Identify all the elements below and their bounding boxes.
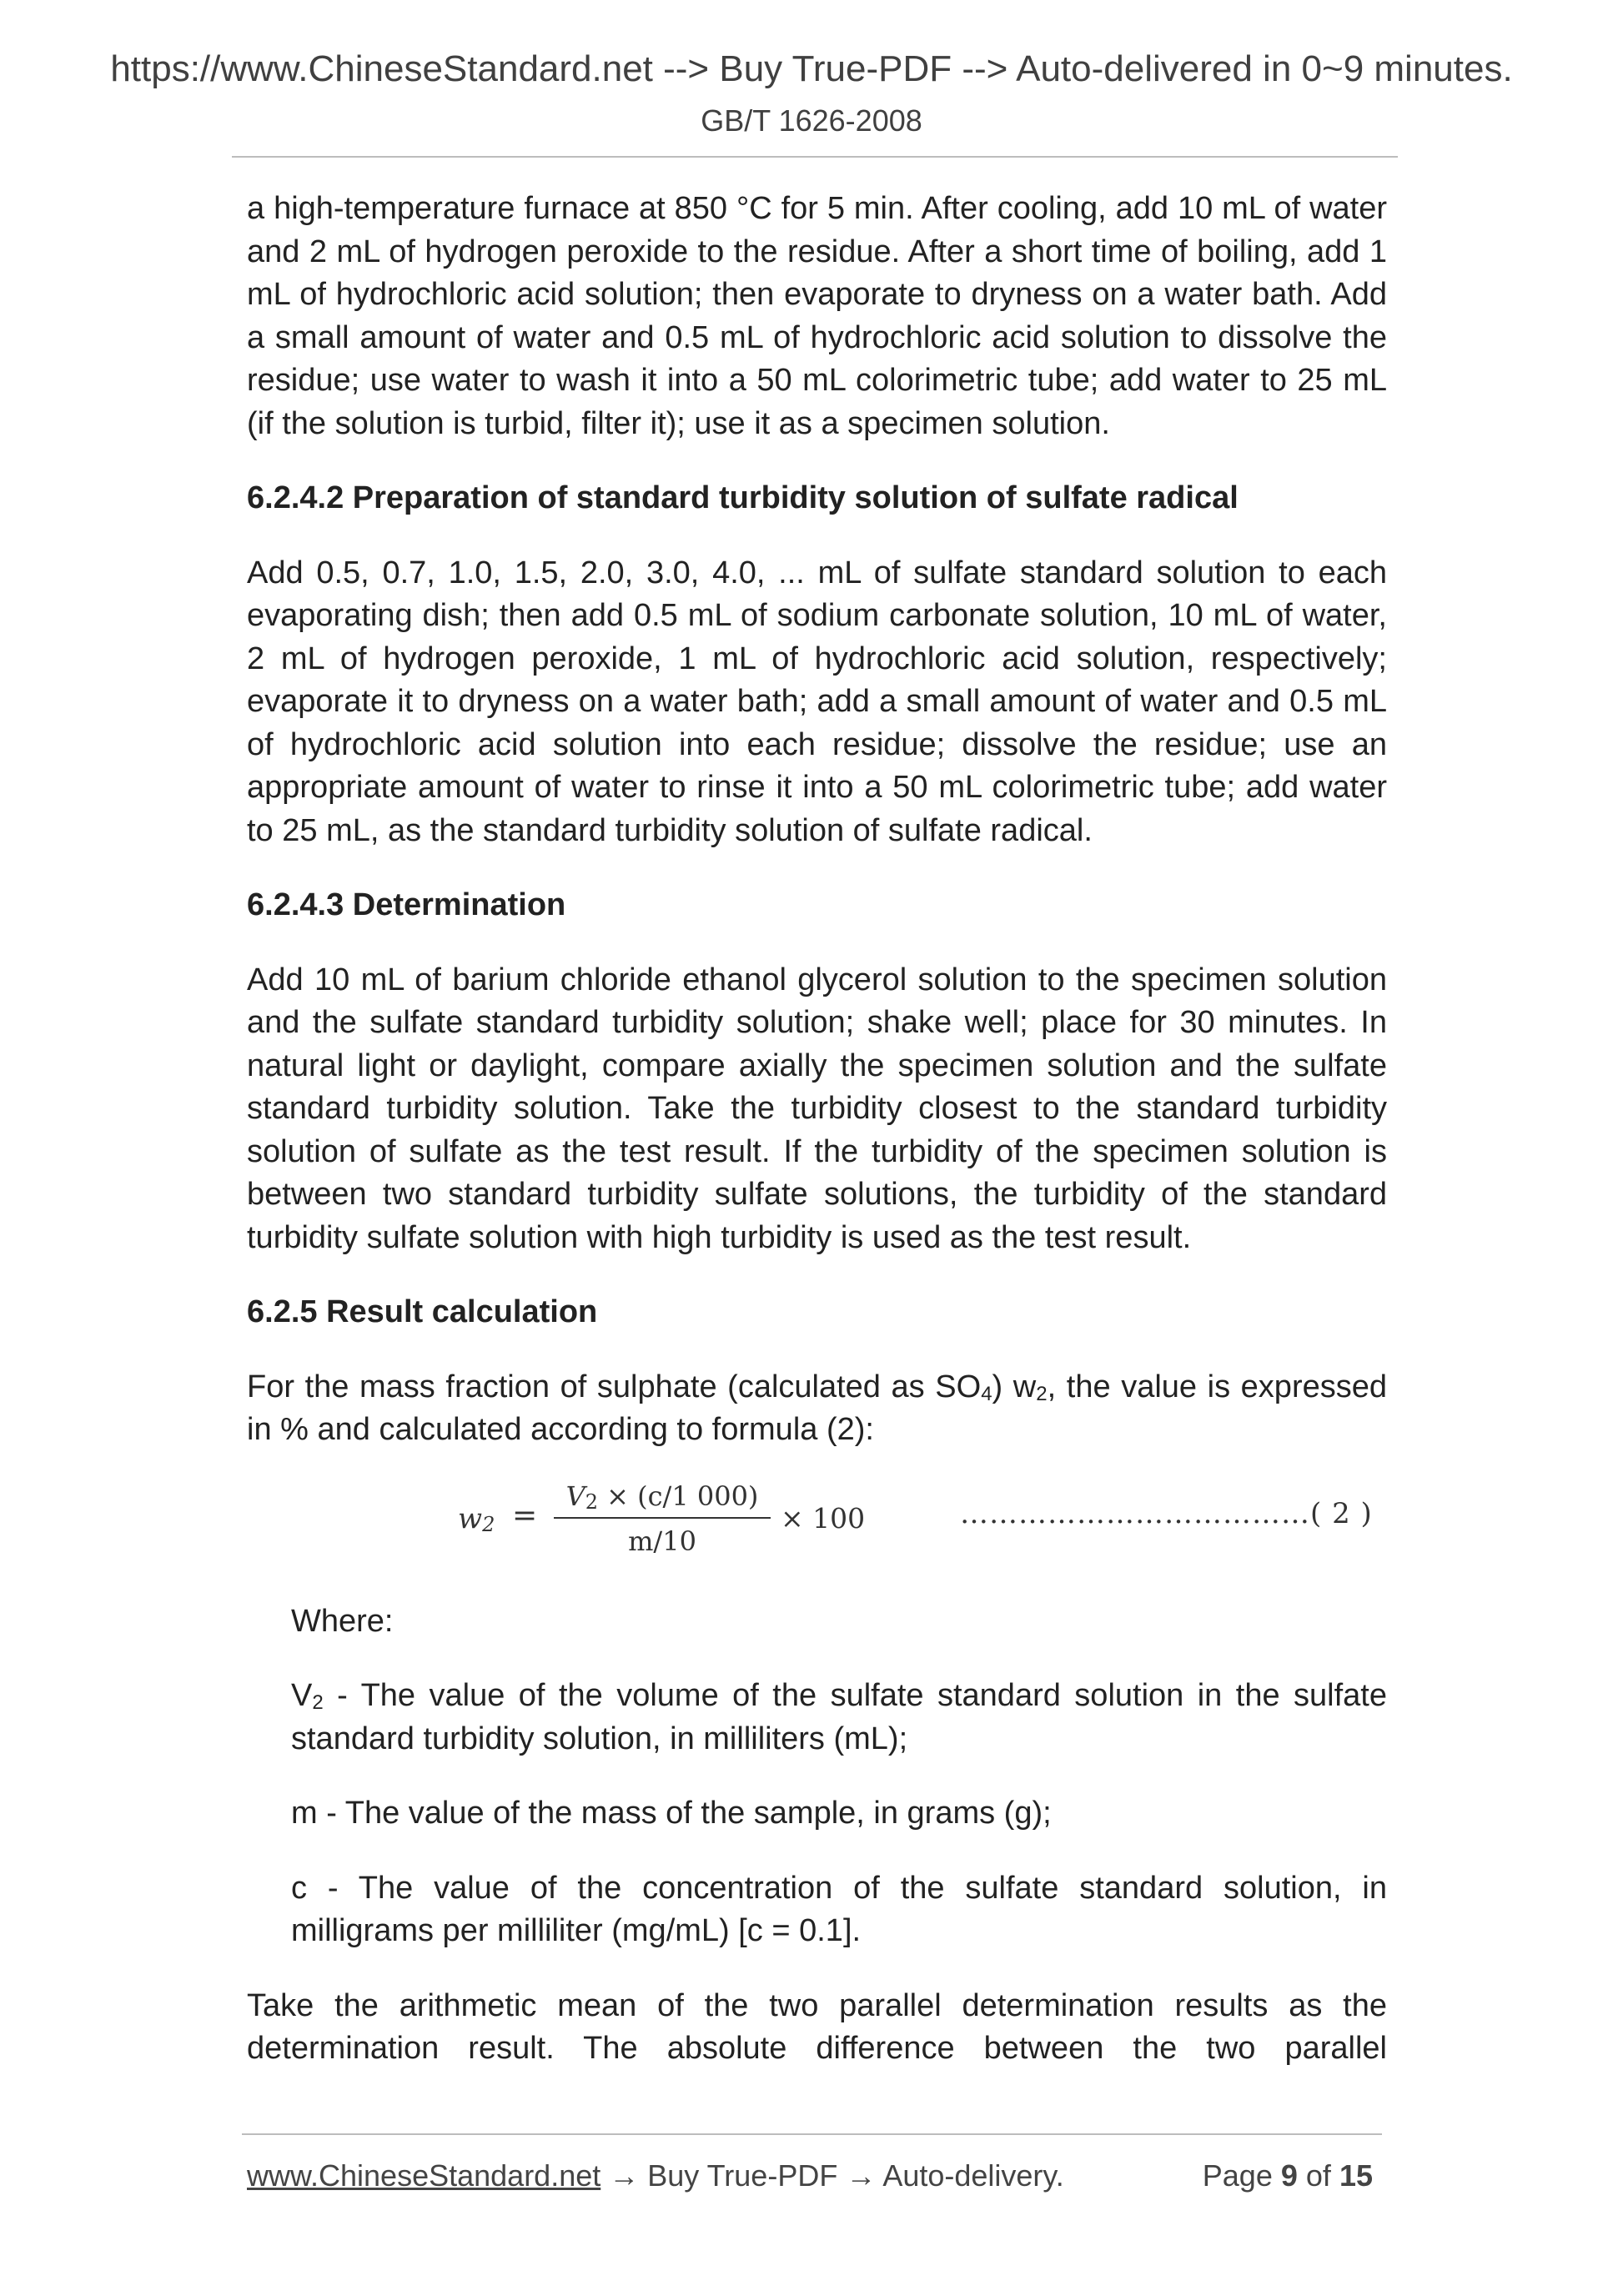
formula-equation-number: ………………………………( 2 ) [960, 1496, 1373, 1530]
footer-page-number [1203, 2158, 1373, 2193]
definition-v2-subscript: 2 [312, 1691, 324, 1714]
section-heading-6-2-4-3: 6.2.4.3 Determination [247, 887, 566, 922]
header-url-line: https://www.ChineseStandard.net --> Buy True-PDF --> Auto-delivered in 0~9 minutes. [110, 48, 1513, 89]
formula-numerator-subscript: 2 [585, 1490, 598, 1514]
section-heading-6-2-4-2: 6.2.4.2 Preparation of standard turbidity solution of sulfate radical [247, 480, 1239, 515]
page-content [247, 188, 1387, 2103]
definition-v2-text: - The value of the volume of the sulfate standard solution in the sulfate standard turbidity solution, in milliliters (mL); [291, 1678, 1387, 1756]
formula-numerator-rest: × (c/1 000) [597, 1480, 759, 1512]
intro-after-w2: , the value is expressed in % and calculated according to formula (2): [247, 1369, 1387, 1447]
result-calculation-intro [247, 1366, 1387, 1452]
formula-lhs-symbol: w [458, 1501, 483, 1535]
formula-multiplier: × 100 [781, 1501, 866, 1535]
page-total: 15 [1339, 2158, 1373, 2193]
formula-equals: = [512, 1498, 538, 1533]
closing-paragraph: Take the arithmetic mean of the two parallel determination results as the determination result. The absolute difference between the two parallel [247, 1987, 1387, 2066]
footer-divider [242, 2133, 1382, 2135]
header-divider [232, 156, 1398, 158]
footer-link-suffix: → Buy True-PDF → Auto-delivery. [600, 2158, 1064, 2193]
page-of: of [1305, 2158, 1331, 2193]
formula-numerator-symbol: V [565, 1480, 585, 1512]
footer-site-link[interactable]: www.ChineseStandard.net [247, 2158, 601, 2193]
section-heading-6-2-5: 6.2.5 Result calculation [247, 1294, 598, 1329]
formula-2 [247, 1477, 1387, 1564]
definition-c: c - The value of the concentration of the sulfate standard solution, in milligrams per milliliter (mg/mL) [c = 0.1]. [291, 1870, 1387, 1948]
intro-paragraph: a high-temperature furnace at 850 °C for 5 min. After cooling, add 10 mL of water and 2 mL of hydrogen peroxide to the residue. After a short time of boiling, add 1 mL of hydrochloric acid solution; then evaporate to dryness on a water bath. Add a small amount of water and 0.5 mL of hydrochloric acid solution to dissolve the residue; use water to wash it into a 50 mL colorimetric tube; add water to 25 mL (if the solution is turbid, filter it); use it as a specimen solution. [247, 191, 1387, 441]
page-label: Page [1202, 2158, 1273, 2193]
definition-m: m - The value of the mass of the sample, in grams (g); [291, 1796, 1052, 1831]
formula-fraction [554, 1477, 771, 1560]
definition-v2 [291, 1675, 1387, 1761]
page-footer [247, 2158, 1373, 2193]
so4-subscript: 4 [981, 1382, 992, 1405]
section-text-6-2-4-3: Add 10 mL of barium chloride ethanol glycerol solution to the specimen solution and the sulfate standard turbidity solution; shake well; place for 30 minutes. In natural light or daylight, compare axially the specimen solution and the sulfate standard turbidity solution. Take the turbidity closest to the standard turbidity solution of sulfate as the test result. If the turbidity of the specimen solution is between two standard turbidity sulfate solutions, the turbidity of the standard turbidity sulfate solution with high turbidity is used as the test result. [247, 962, 1387, 1255]
where-label: Where: [291, 1603, 394, 1639]
formula-fraction-bar [554, 1517, 771, 1519]
formula-numerator [554, 1477, 771, 1515]
intro-before-so4: For the mass fraction of sulphate (calculated as SO [247, 1369, 982, 1404]
section-text-6-2-4-2: Add 0.5, 0.7, 1.0, 1.5, 2.0, 3.0, 4.0, ... mL of sulfate standard solution to each evaporating dish; then add 0.5 mL of sodium carbonate solution, 10 mL of water, 2 mL of hydrogen peroxide, 1 mL of hydrochloric acid solution, respectively; evaporate it to dryness on a water bath; add a small amount of water and 0.5 mL of hydrochloric acid solution into each residue; dissolve the residue; use an appropriate amount of water to rinse it into a 50 mL colorimetric tube; add water to 25 mL, as the standard turbidity solution of sulfate radical. [247, 555, 1387, 848]
definition-v2-symbol: V [291, 1678, 313, 1713]
formula-denominator: m/10 [628, 1525, 696, 1557]
formula-lhs [458, 1502, 495, 1535]
header-standard-number: GB/T 1626-2008 [701, 103, 922, 138]
intro-w-text: ) w [992, 1369, 1037, 1404]
w2-subscript: 2 [1036, 1382, 1048, 1405]
page-current: 9 [1280, 2158, 1298, 2193]
formula-lhs-subscript: 2 [482, 1512, 495, 1536]
